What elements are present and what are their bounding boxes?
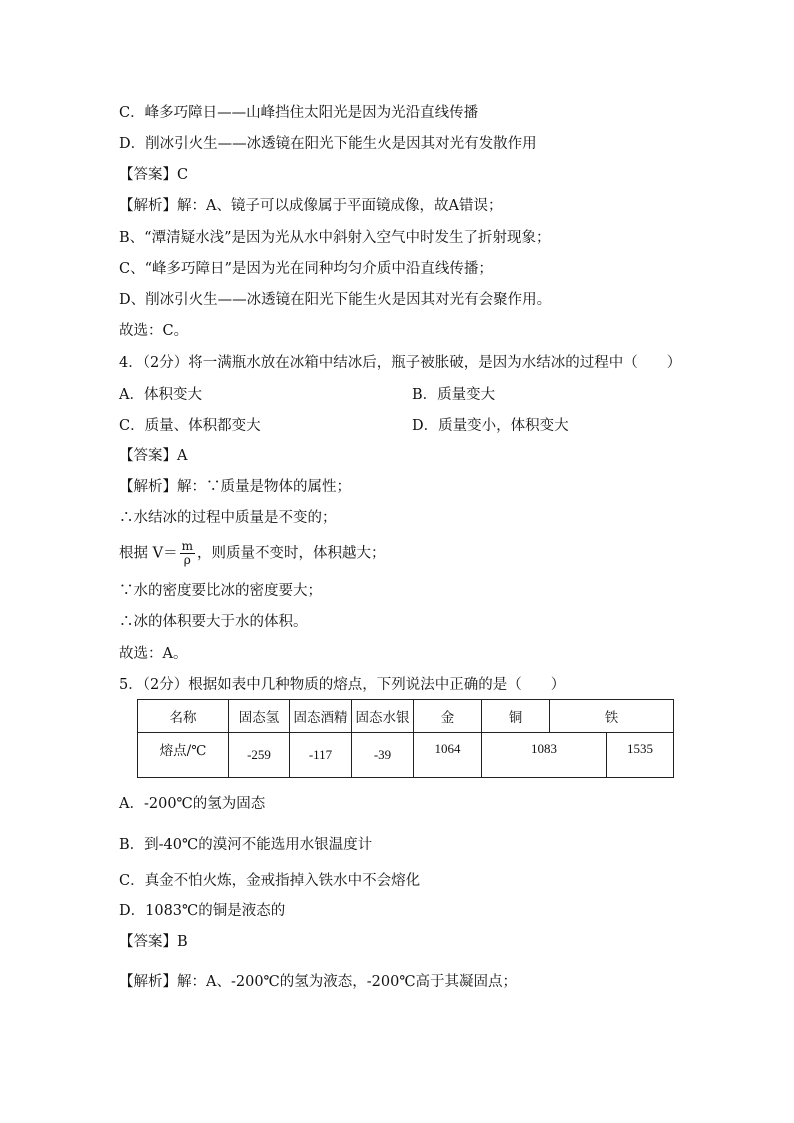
table-cell bbox=[229, 733, 290, 778]
formula-suffix: ，则质量不变时，体积越大； bbox=[196, 545, 386, 562]
q4-option-b: B．质量变大 bbox=[412, 387, 496, 403]
table-cell bbox=[290, 733, 352, 778]
q5-analysis-1: 【解析】解：A、-200℃的氢为液态，-200℃高于其凝固点； bbox=[119, 974, 518, 990]
table-cell bbox=[352, 733, 414, 778]
q5-option-c: C．真金不怕火炼，金戒指掉入铁水中不会熔化 bbox=[119, 873, 421, 889]
table-cell-value: 1064 bbox=[434, 741, 461, 756]
q3-analysis-4: D、削冰引火生——冰透镜在阳光下能生火是因其对光有会聚作用。 bbox=[119, 292, 552, 308]
q3-option-c: C．峰多巧障日——山峰挡住太阳光是因为光沿直线传播 bbox=[119, 105, 479, 121]
table-header-cell: 铁 bbox=[550, 700, 674, 733]
melting-point-table bbox=[137, 699, 674, 778]
q5-stem: 5．（2分）根据如表中几种物质的熔点，下列说法中正确的是（ ） bbox=[119, 677, 566, 693]
table-cell bbox=[414, 733, 482, 778]
q5-option-b: B．到-40℃的漠河不能选用水银温度计 bbox=[119, 837, 373, 853]
table-header-cell: 固态酒精 bbox=[290, 700, 352, 733]
q4-option-a: A．体积变大 bbox=[119, 387, 202, 403]
q4-option-c: C．质量、体积都变大 bbox=[119, 418, 261, 434]
formula-prefix: 根据 V＝ bbox=[119, 545, 178, 562]
table-header-cell: 固态氢 bbox=[229, 700, 290, 733]
q4-stem: 4．（2分）将一满瓶水放在冰箱中结冰后，瓶子被胀破，是因为水结冰的过程中（ ） bbox=[119, 355, 682, 371]
q4-conclusion: 故选：A。 bbox=[119, 646, 188, 662]
q5-option-a: A．-200℃的氢为固态 bbox=[119, 796, 266, 812]
table-cell-value: -39 bbox=[373, 747, 392, 762]
table-cell bbox=[607, 733, 674, 778]
table-cell: 熔点/℃ bbox=[138, 727, 229, 772]
table-cell-value: -259 bbox=[247, 747, 271, 762]
table-cell-value: 1083 bbox=[531, 741, 557, 756]
q3-answer: 【答案】C bbox=[119, 167, 189, 183]
q3-option-d: D．削冰引火生——冰透镜在阳光下能生火是因其对光有发散作用 bbox=[119, 136, 537, 152]
q4-analysis-4: ∵水的密度要比冰的密度要大； bbox=[119, 583, 322, 599]
q5-answer: 【答案】B bbox=[119, 934, 188, 950]
table-row bbox=[138, 733, 674, 778]
q4-analysis-3 bbox=[119, 540, 385, 567]
fraction-numerator: m bbox=[181, 539, 193, 553]
table-header-cell: 固态水银 bbox=[352, 700, 414, 733]
q3-analysis-2: B、“潭清疑水浅”是因为光从水中斜射入空气中时发生了折射现象； bbox=[119, 230, 551, 246]
q4-option-d: D．质量变小，体积变大 bbox=[412, 418, 569, 434]
q3-conclusion: 故选：C。 bbox=[119, 323, 189, 339]
q3-analysis-3: C、“峰多巧障日”是因为光在同种均匀介质中沿直线传播； bbox=[119, 261, 493, 277]
q4-analysis-2: ∴水结冰的过程中质量是不变的； bbox=[119, 510, 337, 526]
fraction-denominator: ρ bbox=[183, 553, 191, 567]
q4-analysis-5: ∴冰的体积要大于水的体积。 bbox=[119, 614, 308, 630]
table-cell-value: 1535 bbox=[627, 741, 653, 756]
table-header-cell: 名称 bbox=[138, 700, 229, 733]
table-cell-value: -117 bbox=[308, 747, 333, 762]
q4-answer: 【答案】A bbox=[119, 448, 188, 464]
table-cell bbox=[482, 733, 607, 778]
density-fraction bbox=[180, 540, 195, 567]
table-header-cell: 金 bbox=[414, 700, 482, 733]
q3-analysis-1: 【解析】解：A、镜子可以成像属于平面镜成像，故A错误； bbox=[119, 198, 503, 214]
table-header-cell: 铜 bbox=[482, 700, 550, 733]
q5-option-d: D．1083℃的铜是液态的 bbox=[119, 903, 286, 919]
q4-analysis-1: 【解析】解：∵质量是物体的属性； bbox=[119, 479, 351, 495]
